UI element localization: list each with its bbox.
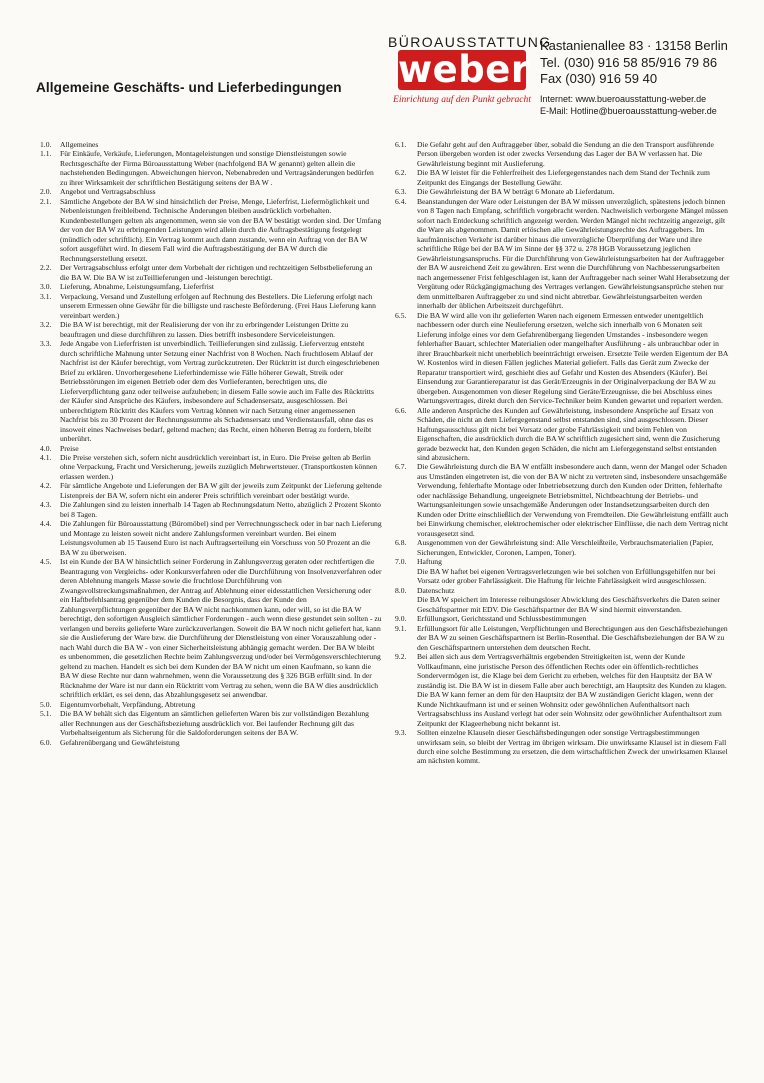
clause-text: Die Gefahr geht auf den Auftraggeber über, sobald die Sendung an die den Transport ausführende Person übergeben worden ist oder zwecks Versendung das Lager der BA W verlassen hat. Die Gewährleistung beginnt mit Auslieferung. xyxy=(417,140,714,168)
clause-text: Die Zahlungen sind zu leisten innerhalb 14 Tagen ab Rechnungsdatum Netto, abzüglich 2 Prozent Skonto bei 8 Tagen. xyxy=(60,500,381,519)
clause-text: Allgemeines xyxy=(60,140,99,149)
clause-number: 7.0. xyxy=(395,557,407,567)
clause xyxy=(40,339,382,443)
clause-number: 5.1. xyxy=(40,709,52,719)
clause-number: 8.0. xyxy=(395,585,407,595)
clause-text: Die BA W wird alle von ihr gelieferten Waren nach eigenem Ermessen entweder unentgeltlich nachbessern oder durch eine Neulieferung ersetzen, welche sich innerhalb von 6 Monaten seit Lieferung infolge eines vor dem Gefahrenübergang liegenden Umstandes - insbesondere wegen fehlerhafter Bauart, schlechter Materialien oder mangelhafter Ausführung - als unbrauchbar oder in ihrer Brauchbarkeit nicht unerheblich beeinträchtigt erweisen. Ersetzte Teile werden Eigentum der BA W. Kostenlos wird in diesen Fällen jegliches Material geliefert. Falls das Gerät zum Zwecke der Reparatur transportiert wird, geschieht dies auf Gefahr und Kosten des Absenders (Käufer). Bei Einsendung zur Garantiereparatur ist das Gerät/Erzeugnis in der Originalverpackung der BA W zu übergeben. Ausgenommen von dieser Regelung sind Geräte/Erzeugnisse, die bei Abschluss eines Wartungsvertrages, direkt durch den Service-Techniker beim Kunden gewartet und repariert werden. xyxy=(417,310,728,406)
clause-text: Ist ein Kunde der BA W hinsichtlich seiner Forderung in Zahlungsverzug geraten oder rechtfertigen die Beantragung von Vergleichs- oder Konkursverfahren oder die Durchführung von Insolvenzverfahren oder deren Ablehnung mangels Masse sowie die fruchtlose Durchführung von Zwangsvollstreckungsmaßnahmen, der Antrag auf Ablehnung einer eidesstattlichen Versicherung oder ein Haftbefehlsantrag gegenüber dem Kunden die Besorgnis, dass der Kunde den Zahlungsverpflichtungen gegenüber der BA W nicht nachkommen kann, oder will, so ist die BA W berechtigt, den sofortigen Ausgleich sämtlicher Forderungen - auch wenn diese gestundet sein sollten - zu verlangen und bereits gelieferte Ware zurückzuverlangen. Soweit die BA W noch nicht geliefert hat, kann sie die Auslieferung der Ware bzw. die Durchführung der Dienstleistung von einer Vorauszahlung oder - nach Wahl durch die BA W - von einer Sicherheitsleistung abhängig gemacht werden. Der BA W bleibt es unbenommen, die gesetzlichen Rechte beim Zahlungsverzug und/oder bei Vermögensverschlechterung geltend zu machen. Handelt es sich bei dem Kunden der BA W nicht um einen Kaufmann, so kann die BA W diese Rechte nur dann wahrnehmen, wenn die Voraussetzung des § 326 BGB erfüllt sind. In der Rücknahme der Ware ist nur dann ein Rücktritt vom Vertrag zu sehen, wenn die BA W dies ausdrücklich schriftlich erklärt, es sei denn, das Abzahlungsgesetz sei anwendbar. xyxy=(60,557,382,700)
terms-column-left xyxy=(40,140,382,747)
clause xyxy=(40,738,382,747)
clause xyxy=(395,168,730,187)
clause-text: Für Einkäufe, Verkäufe, Lieferungen, Montageleistungen und sonstige Dienstleistungen sowie Rechtsgeschäfte der Firma Büroausstattung Weber (nachfolgend BA W genannt) gelten allein die nachstehenden Bedingungen. Abweichungen hiervon, Nebenabreden und Vertragsänderungen bedürfen zu ihrer Wirksamkeit der schriftlichen Bestätigung seitens der BA W . xyxy=(60,149,374,187)
clause xyxy=(395,624,730,652)
clause-number: 6.3. xyxy=(395,187,407,197)
clause xyxy=(395,586,730,595)
clause xyxy=(395,140,730,168)
clause-number: 2.0. xyxy=(40,187,52,197)
clause xyxy=(40,557,382,699)
clause xyxy=(40,292,382,320)
clause-number: 6.1. xyxy=(395,140,407,149)
clause xyxy=(395,462,730,538)
clause xyxy=(395,567,730,586)
clause-number: 6.4. xyxy=(395,196,407,206)
clause-number xyxy=(395,595,417,614)
clause xyxy=(40,197,382,263)
clause-number: 6.6. xyxy=(395,405,407,415)
clause-text: Jede Angabe von Lieferfristen ist unverbindlich. Teillieferungen sind zulässig. Lieferverzug entsteht durch schriftliche Mahnung unter Setzung einer Nachfrist von 8 Wochen. Nach fruchtlosem Ablauf der Nachfrist ist der Käufer berechtigt, vom Vertrag zurückzutreten. Der Rücktritt ist durch eingeschriebenen Brief zu erklären. Unvorhergesehene Lieferhindernisse wie Fälle höherer Gewalt, Streik oder Betriebsstörungen im eigenen Betrieb oder dem des Vorlieferanten, berechtigen uns, die Lieferverpflichtung ganz oder teilweise aufzuheben; in diesem Falle sowie auch im Falle des Rücktritts der Käufer sind Ansprüche des Käufers, insbesondere auf Schadensersatz, ausgeschlossen. Bei unberechtigtem Rücktritt des Käufers vom Vertrag können wir nach Setzung einer angemessenen Nachfrist bis zu 30 Prozent der Rechnungssumme als Schadensersatz und Verdienstausfall, ohne das es insoweit eines Nachweises bedarf, geltend machen; das Recht, einen höheren Betrag zu fordern, bleibt unberührt. xyxy=(60,339,380,444)
clause-number: 4.0. xyxy=(40,443,52,453)
clause xyxy=(40,282,382,291)
clause xyxy=(40,140,382,149)
clause-text: Sollten einzelne Klauseln dieser Geschäftsbedingungen oder sonstige Vertragsbestimmungen unwirksam sein, so bleibt der Vertrag im übrigen wirksam. Die unwirksame Klausel ist in diesem Fall durch eine solche Bestimmung zu ersetzen, die dem wirtschaftlichen Zweck der unwirksamen Klausel am nächsten kommt. xyxy=(417,728,728,766)
clause-text: Datenschutz xyxy=(417,585,455,595)
company-logo xyxy=(388,34,552,116)
clause xyxy=(40,149,382,187)
contact-block xyxy=(540,38,762,117)
clause-text: Angebot und Vertragsabschluss xyxy=(60,187,156,197)
clause-number: 6.8. xyxy=(395,538,407,548)
clause-text: Sämtliche Angebote der BA W sind hinsichtlich der Preise, Menge, Lieferfrist, Liefermöglichkeit und Nebenleistungen freibleibend. Technische Änderungen bleiben ausdrücklich vorbehalten. Kundenbestellungen gelten als angenommen, wenn sie von der BA W bestätigt worden sind. Der Umfang der von der BA W zu erbringenden Leistungen wird allein durch die Auftragsbestätigung festgelegt (mündlich oder schriftlich). Ein Vertrag kommt auch dann zustande, wenn ein Auftrag von der BA W sofort ausgeführt wird. In diesem Fall wird die Auftragsbestätigung der BA W durch die Rechnungserstellung ersetzt. xyxy=(60,196,382,263)
clause-text: Bei allen sich aus dem Vertragsverhältnis ergebenden Streitigkeiten ist, wenn der Kunde Vollkaufmann, eine juristische Person des öffentlichen Rechts oder ein öffentlich-rechtliches Sondervermögen ist, die Klage bei dem Gericht zu erheben, welches für den Hauptsitz der BA W zuständig ist. Die BA W ist in diesem Falle aber auch berechtigt, am Hauptsitz des Kunden zu klagen. Die BA W kann ferner an dem für den Hauptsitz der BA W zuständigen Gericht klagen, wenn der Kunde Nichtkaufmann ist und er seinen Wohnsitz oder gewöhnlichen Aufenthaltsort nach Vertragsabschluss ins Ausland verlegt hat oder sein Wohnsitz oder gewöhnlicher Aufenthaltsort zum Zeitpunkt der Klageerhebung nicht bekannt ist. xyxy=(417,652,727,728)
email-line: E-Mail: Hotline@bueroausstattung-weber.de xyxy=(540,106,717,116)
clause xyxy=(395,197,730,311)
clause xyxy=(40,444,382,453)
clause xyxy=(40,700,382,709)
clause-number: 3.2. xyxy=(40,320,52,330)
clause-number: 6.7. xyxy=(395,462,407,472)
clause-text: Gefahrenübergang und Gewährleistung xyxy=(60,737,180,747)
clause xyxy=(395,187,730,196)
clause xyxy=(395,652,730,728)
clause-number: 3.0. xyxy=(40,282,52,292)
clause xyxy=(40,481,382,500)
clause-number: 9.3. xyxy=(395,728,407,738)
clause xyxy=(395,595,730,614)
clause-text: Ausgenommen von der Gewährleistung sind: Alle Verschleißteile, Verbrauchsmaterialien (Papier, Sicherungen, Entwickler, Coronen, Lampen, Toner). xyxy=(417,538,714,557)
clause xyxy=(40,500,382,519)
clause-text: Lieferung, Abnahme, Leistungsumfang, Lieferfrist xyxy=(60,282,214,292)
clause-text: Für sämtliche Angebote und Lieferungen der BA W gilt der jeweils zum Zeitpunkt der Lieferung geltende Listenpreis der BA W, sofern nicht ein anderer Preis schriftlich vereinbart oder bestätigt wurde. xyxy=(60,481,382,500)
clause-number: 1.0. xyxy=(40,140,52,149)
clause-number: 9.0. xyxy=(395,614,407,624)
clause-number: 4.3. xyxy=(40,500,52,510)
website-line: Internet: www.bueroausstattung-weber.de xyxy=(540,94,707,104)
document-title: Allgemeine Geschäfts- und Lieferbedingungen xyxy=(36,80,342,95)
clause xyxy=(395,538,730,557)
clause-text: Die BA W haftet bei eigenen Vertragsverletzungen wie bei solchen von Erfüllungsgehilfen nur bei Vorsatz oder grober Fahrlässigkeit. Die Haftung für leichte Fahrlässigkeit wird ausgeschlossen. xyxy=(417,566,716,586)
clause-text: Die Zahlungen für Büroausstattung (Büromöbel) sind per Verrechnungsscheck oder in bar nach Lieferung und Montage zu leisten soweit nicht andere Zahlungsformen vereinbart wurden. Bei einem Leistungsvolumen ab 15 Tausend Euro ist nach Auftragserteilung ein Vorschuss von 50 Prozent an die BA W zu überweisen. xyxy=(60,519,382,557)
clause xyxy=(40,320,382,339)
fax-line: Fax (030) 916 59 40 xyxy=(540,71,658,86)
clause-text: Alle anderen Ansprüche des Kunden auf Gewährleistung, insbesondere Ansprüche auf Ersatz von Schäden, die nicht an dem Liefergegenstand selbst entstanden sind, sind ausgeschlossen. Dieser Haftungsausschluss gilt nicht bei Vorsatz oder grobe Fahrlässigkeit und beim Fehlen von Eigenschaften, die ausdrücklich durch die BA W schriftlich zugesichert sind, wenn die Zusicherung gerade bezweckt hat, den Kunden gegen Schäden, die nicht am Liefergegenstand selbst entstanden sind abzusichern. xyxy=(417,405,720,462)
clause-text: Die BA W speichert im Interesse reibungsloser Abwicklung des Geschäftsverkehrs die Daten seiner Geschäftspartner mit EDV. Die Geschäftspartner der BA W sind hiermit einverstanden. xyxy=(417,595,720,614)
clause xyxy=(395,406,730,463)
clause-text: Eigentumvorbehalt, Verpfändung, Abtretung xyxy=(60,699,196,709)
logo-wordmark: weber xyxy=(398,48,530,91)
clause-text: Der Vertragsabschluss erfolgt unter dem Vorbehalt der richtigen und rechtzeitigen Selbstbelieferung an die BA W. Die BA W ist zuTeillieferungen und -leistungen berechtigt. xyxy=(60,263,373,282)
clause-text: Die Gewährleistung durch die BA W entfällt insbesondere auch dann, wenn der Mangel oder Schaden aus Umständen eingetreten ist, die von der BA W nicht zu vertreten sind, insbesondere unsachgemäße Verwendung, fehlerhafte Montage oder Inbetriebsetzung durch den Kunden oder Dritten, fehlerhafte oder nachlässige Behandlung, ungeeignete Betriebsmittel, Nichtbeachtung der Betriebs- und Wartungsanleitungen sowie unsachgemäße Änderungen oder Instandsetzungsarbeiten durch den Kunden oder Dritte einschließlich der Verwendung von Fremdteilen. Die Gewährleistung entfällt auch bei Einwirkung chemischer, elektrochemischer oder elektrischer Einflüsse, die nach dem Vertrag nicht vorausgesetzt sind. xyxy=(417,462,729,538)
clause xyxy=(40,709,382,737)
clause-number: 1.1. xyxy=(40,149,52,159)
clause-number: 6.0. xyxy=(40,737,52,747)
clause xyxy=(395,728,730,766)
clause-text: Die BA W behält sich das Eigentum an sämtlichen gelieferten Waren bis zur vollständigen Bezahlung aller Rechnungen aus der Geschäftsbeziehung ausdrücklich vor. Bei laufender Rechnung gilt das Vorbehaltseigentum als Sicherung für die Saldoforderungen seitens der BA W. xyxy=(60,709,369,738)
clause-number: 9.1. xyxy=(395,623,407,633)
clause-text: Preise xyxy=(60,443,79,453)
clause-number: 6.5. xyxy=(395,310,407,320)
clause-number: 4.2. xyxy=(40,481,52,491)
clause-number xyxy=(395,567,417,586)
clause-number: 6.2. xyxy=(395,168,407,178)
terms-column-right xyxy=(395,140,730,766)
letterhead xyxy=(0,0,764,120)
clause xyxy=(395,614,730,623)
clause xyxy=(40,263,382,282)
clause-text: Verpackung, Versand und Zustellung erfolgen auf Rechnung des Bestellers. Die Lieferung erfolgt nach unserem Ermessen ohne Gewähr für die billigste und rascheste Beförderung. (Frei Haus Lieferung kann vereinbart werden.) xyxy=(60,291,376,320)
clause-text: Haftung xyxy=(417,557,442,567)
logo-company-type: BÜROAUSSTATTUNG xyxy=(388,34,552,50)
clause-text: Die Gewährleistung der BA W beträgt 6 Monate ab Lieferdatum. xyxy=(417,187,615,197)
logo-slogan: Einrichtung auf den Punkt gebracht xyxy=(392,94,532,105)
clause xyxy=(40,519,382,557)
clause-text: Die Preise verstehen sich, sofern nicht ausdrücklich vereinbart ist, in Euro. Die Preise gelten ab Berlin ohne Verpackung, Fracht und Versicherung, jeweils zuzüglich Mehrwertsteuer. (Transportkosten können erlassen werden.) xyxy=(60,452,378,481)
clause-number: 9.2. xyxy=(395,652,407,662)
clause-text: Beanstandungen der Ware oder Leistungen der BA W müssen unverzüglich, spätestens jedoch binnen von 8 Tagen nach Empfang, schriftlich vorgebracht werden. Nachweislich verborgene Mängel müssen sofort nach Entdeckung schriftlich angezeigt werden. Werden Mängel nicht rechtzeitig angezeigt, gilt die Ware als abgenommen. Damit erlöschen alle Gewährleistungsrechte des Auftraggebers. Im kaufmännischen Verkehr ist darüber hinaus die unverzügliche Überprüfung der Ware und ihre schriftliche Rüge bei der BA W im Sinne der §§ 372 u. 278 HGB Voraussetzung jeglichen Gewährleistungsanspruchs. Für die Durchführung von Gewährleistungsarbeiten hat der Auftraggeber der BA W ausreichend Zeit zu gewähren. Erst wenn die Durchführung von Nachbesserungsarbeiten nach angemessener Frist fehlgeschlagen ist, kann der Auftraggeber nach seiner Wahl Herabsetzung der Vergütung oder Rückgängigmachung des Vertrages verlangen. Gewährleistungsansprüche stehen nur dem unmittelbaren Auftraggeber zu und sind nicht abtretbar. Gewährleistungsarbeiten werden innerhalb der üblichen Arbeitszeit durchgeführt. xyxy=(417,196,730,311)
clause-text: Die BA W ist berechtigt, mit der Realisierung der von ihr zu erbringender Leistungen Dritte zu beauftragen und diese durchführen zu lassen. Dies betrifft insbesondere Serviceleistungen. xyxy=(60,320,349,339)
clause-text: Erfüllungsort für alle Leistungen, Verpflichtungen und Berechtigungen aus den Geschäftsbeziehungen der BA W zu seinen Geschäftspartnern ist Berlin-Rosenthal. Die Geschäftsbeziehungen der BA W zu den Geschäftspartnern unterstehen dem deutschen Recht. xyxy=(417,623,728,652)
clause-text: Die BA W leistet für die Fehlerfreiheit des Liefergegenstandes nach dem Stand der Technik zum Zeitpunkt des Eingangs der Bestellung Gewähr. xyxy=(417,168,710,187)
clause-number: 4.1. xyxy=(40,452,52,462)
clause-number: 3.3. xyxy=(40,339,52,349)
clause-number: 2.1. xyxy=(40,196,52,206)
clause xyxy=(395,311,730,406)
clause-number: 4.4. xyxy=(40,519,52,529)
clause xyxy=(395,557,730,566)
clause-number: 4.5. xyxy=(40,557,52,567)
clause-text: Erfüllungsort, Gerichtsstand und Schlussbestimmungen xyxy=(417,614,587,624)
phone-line: Tel. (030) 916 58 85/916 79 86 xyxy=(540,55,718,70)
clause xyxy=(40,453,382,481)
clause-number: 5.0. xyxy=(40,699,52,709)
clause-number: 3.1. xyxy=(40,291,52,301)
clause xyxy=(40,187,382,196)
address-line: Kastanienallee 83 · 13158 Berlin xyxy=(540,38,728,53)
clause-number: 2.2. xyxy=(40,263,52,273)
